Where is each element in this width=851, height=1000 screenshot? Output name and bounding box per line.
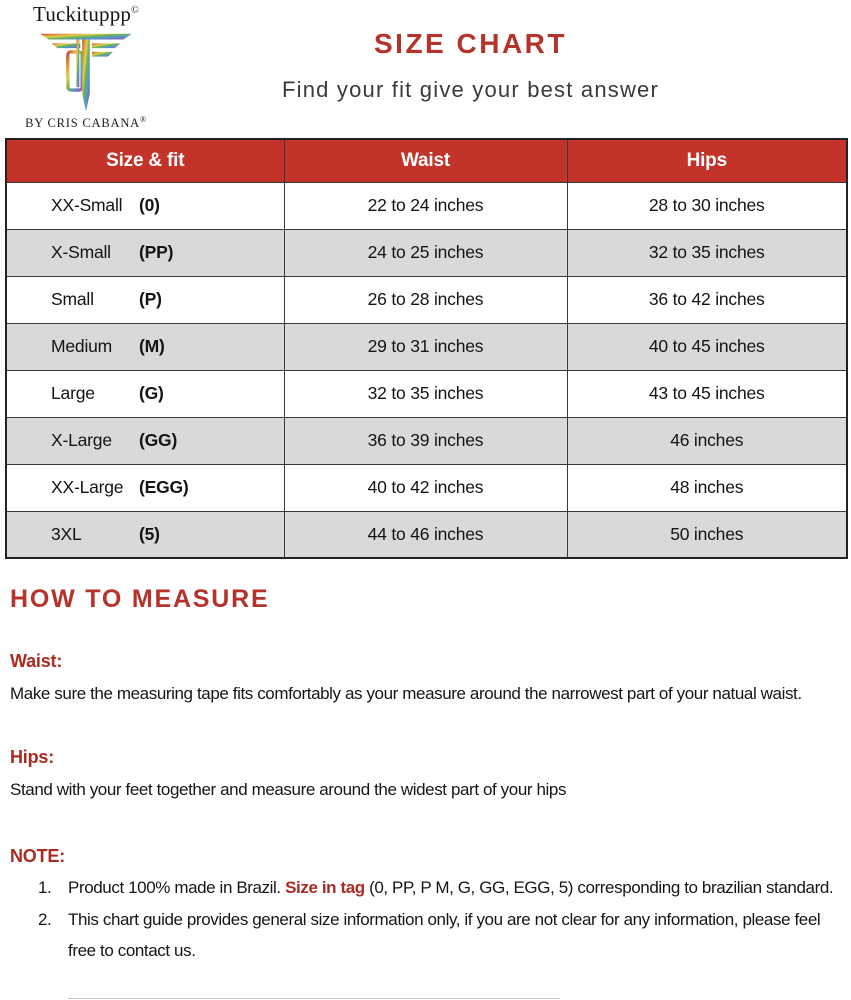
waist-instructions: Make sure the measuring tape fits comfortably as your measure around the narrowest part of your natual waist. (10, 684, 802, 703)
waist-cell: 36 to 39 inches (284, 417, 567, 464)
table-row (6, 370, 847, 417)
copyright-mark: © (131, 5, 139, 16)
size-code: (M) (139, 336, 165, 356)
registered-mark: ® (140, 115, 147, 124)
hips-cell: 43 to 45 inches (567, 370, 847, 417)
size-fit-cell (6, 511, 284, 558)
hips-cell: 48 inches (567, 464, 847, 511)
list-item-number: 2. (38, 910, 52, 929)
size-name: 3XL (51, 523, 82, 544)
hips-label: Hips: (10, 747, 55, 767)
waist-cell: 44 to 46 inches (284, 511, 567, 558)
size-name: Large (51, 383, 95, 403)
byline-text: BY CRIS CABANA (25, 116, 141, 131)
size-fit-cell (6, 229, 284, 276)
brand-logo-t-icon (36, 29, 136, 113)
size-code: (GG) (139, 430, 178, 450)
list-item-text (68, 904, 843, 966)
note-text-pre: This chart guide provides general size information only, if you are not clear for any information, please feel free to contact us. (68, 910, 821, 960)
size-name: Medium (51, 336, 113, 356)
waist-cell: 40 to 42 inches (284, 464, 567, 511)
table-row (6, 323, 847, 370)
size-code: (P) (139, 289, 162, 309)
hips-cell: 50 inches (567, 511, 847, 558)
waist-cell: 32 to 35 inches (284, 370, 567, 417)
table-header-row (6, 139, 847, 182)
content-section (10, 572, 843, 966)
brand-byline (16, 115, 156, 131)
bottom-divider (68, 998, 560, 999)
size-code: (0) (139, 195, 160, 215)
note-list (10, 872, 843, 966)
column-header-waist: Waist (284, 139, 567, 182)
waist-cell: 29 to 31 inches (284, 323, 567, 370)
waist-cell: 22 to 24 inches (284, 182, 567, 229)
list-item (10, 904, 843, 966)
list-item-text (68, 872, 843, 903)
waist-cell: 24 to 25 inches (284, 229, 567, 276)
table-row (6, 229, 847, 276)
list-item-number: 1. (38, 878, 52, 897)
table-row (6, 417, 847, 464)
size-code: (EGG) (139, 477, 189, 497)
note-text-pre: Product 100% made in Brazil. (68, 878, 286, 897)
size-name: X-Large (51, 430, 112, 450)
hips-cell: 40 to 45 inches (567, 323, 847, 370)
list-item (10, 872, 843, 903)
size-name: X-Small (51, 242, 111, 262)
size-table (5, 138, 848, 559)
column-header-size-fit: Size & fit (6, 139, 284, 182)
size-code: (G) (139, 383, 164, 403)
hips-cell: 46 inches (567, 417, 847, 464)
table-row (6, 182, 847, 229)
brand-name-text: Tuckituppp (33, 2, 132, 26)
size-fit-cell (6, 370, 284, 417)
size-fit-cell (6, 182, 284, 229)
header-titles (150, 28, 791, 103)
size-fit-cell (6, 417, 284, 464)
page-title: SIZE CHART (374, 28, 567, 59)
brand-block (16, 2, 156, 131)
size-in-tag-highlight: Size in tag (285, 878, 365, 897)
hips-cell: 36 to 42 inches (567, 276, 847, 323)
hips-cell: 28 to 30 inches (567, 182, 847, 229)
column-header-hips: Hips (567, 139, 847, 182)
waist-label: Waist: (10, 651, 63, 671)
note-label: NOTE: (10, 846, 65, 866)
size-fit-cell (6, 323, 284, 370)
brand-name (16, 2, 156, 27)
note-text-post: (0, PP, P M, G, GG, EGG, 5) corresponding to brazilian standard. (364, 878, 834, 897)
size-fit-cell (6, 276, 284, 323)
size-code: (PP) (139, 242, 174, 262)
page-subtitle: Find your fit give your best answer (281, 77, 660, 102)
size-name: Small (51, 289, 94, 309)
size-code: (5) (139, 523, 160, 544)
table-row (6, 511, 847, 558)
hips-instructions: Stand with your feet together and measure around the widest part of your hips (10, 780, 567, 799)
table-row (6, 276, 847, 323)
size-fit-cell (6, 464, 284, 511)
waist-cell: 26 to 28 inches (284, 276, 567, 323)
hips-cell: 32 to 35 inches (567, 229, 847, 276)
size-name: XX-Small (51, 195, 123, 215)
how-to-measure-heading: HOW TO MEASURE (10, 585, 270, 613)
table-row (6, 464, 847, 511)
size-name: XX-Large (51, 477, 124, 497)
